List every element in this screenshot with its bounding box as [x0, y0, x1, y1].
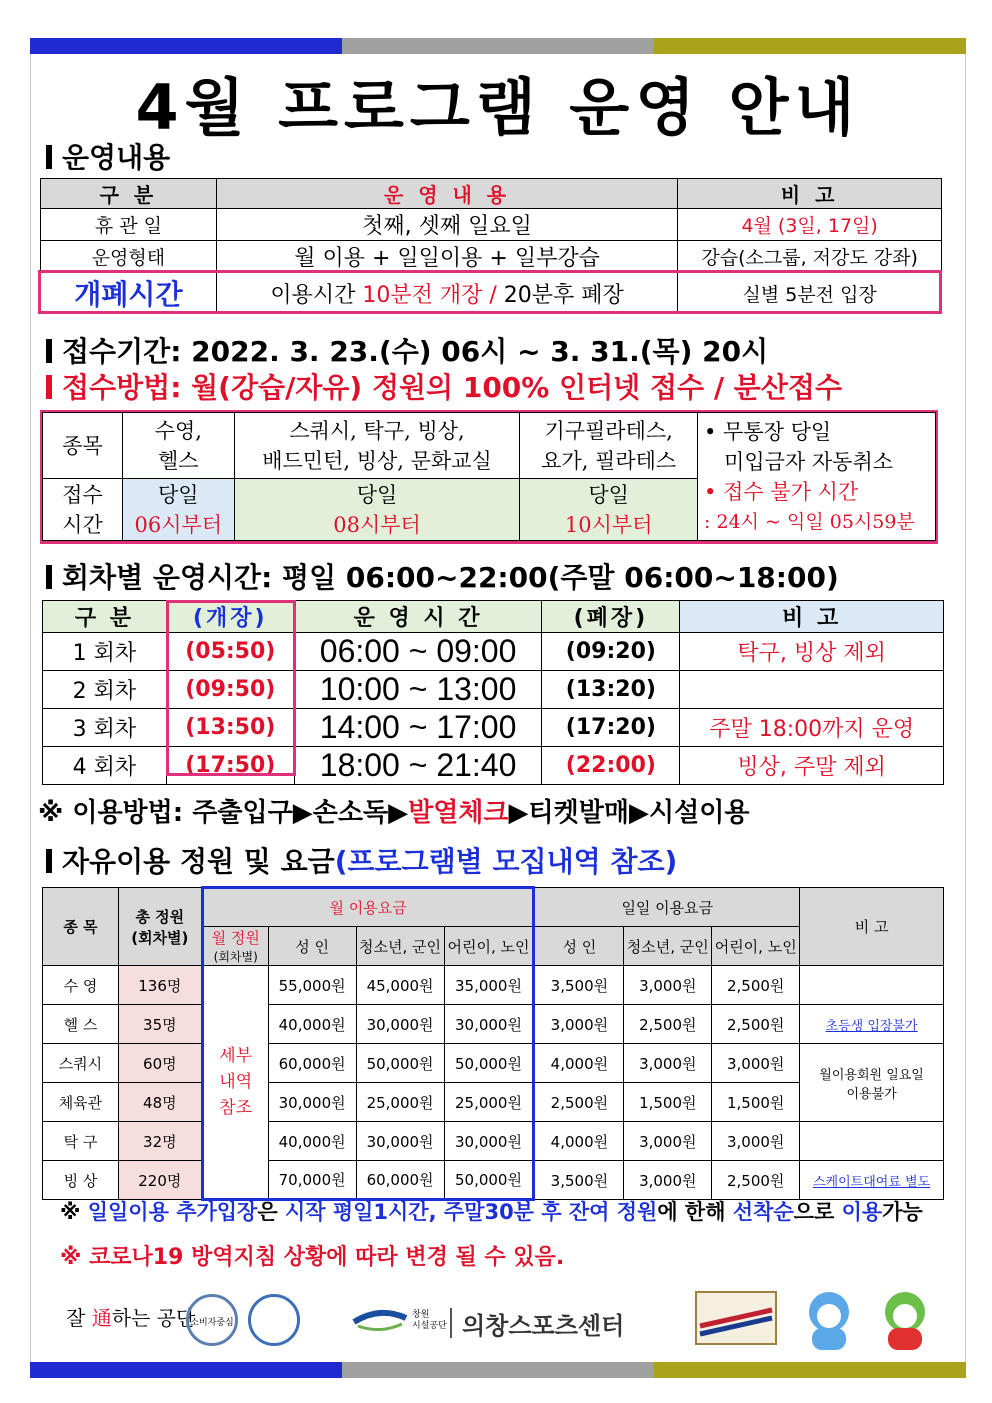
sess-close: (17:20) — [542, 709, 680, 747]
fees-table — [42, 886, 944, 1201]
fees-cell: 3,000원 — [534, 1005, 624, 1044]
reg-notes: • 무통장 당일 미입금자 자동취소 • 접수 불가 시간 : 24시 ~ 익일 05시59분 — [698, 413, 936, 541]
fees-cap: 32명 — [118, 1122, 202, 1161]
fees-note — [800, 966, 944, 1005]
reg-time-cell: 당일 06시부터 — [122, 479, 234, 541]
sess-note: 빙상, 주말 제외 — [680, 747, 944, 785]
reg-col-sport: 스쿼시, 탁구, 빙상, 배드민턴, 빙상, 문화교실 — [234, 413, 520, 479]
fees-note-health: 초등생 입장불가 — [800, 1005, 944, 1044]
fees-cell: 3,500원 — [534, 966, 624, 1005]
green-mascot-icon — [870, 1288, 940, 1354]
fees-h-mcap: 월 정원 (회차별) — [202, 927, 268, 966]
ops-row-content: 이용시간 10분전 개장 / 20분후 폐장 — [216, 273, 677, 314]
fees-cell: 3,000원 — [712, 1044, 800, 1083]
fees-h-youth: 청소년, 군인 — [624, 927, 712, 966]
fees-h-monthly: 월 이용요금 — [202, 888, 534, 927]
fees-cell: 4,000원 — [534, 1044, 624, 1083]
fees-h-adult: 성 인 — [268, 927, 356, 966]
sess-close: (22:00) — [542, 747, 680, 785]
fees-sport: 빙 상 — [43, 1161, 119, 1200]
center-name: 의창스포츠센터 — [462, 1312, 625, 1340]
sess-header: 비 고 — [680, 601, 944, 633]
ops-row-label: 운영형태 — [41, 241, 217, 273]
fees-cell: 30,000원 — [268, 1083, 356, 1122]
org-logo-text: 창원 시설공단 — [412, 1310, 447, 1331]
fees-cell: 35,000원 — [444, 966, 534, 1005]
fees-cell: 55,000원 — [268, 966, 356, 1005]
top-color-bar — [30, 38, 966, 54]
sess-name: 1 회차 — [43, 633, 167, 671]
fees-sport: 헬 스 — [43, 1005, 119, 1044]
fees-cell: 3,000원 — [624, 1044, 712, 1083]
fees-h-child: 어린이, 노인 — [712, 927, 800, 966]
fees-cell: 2,500원 — [624, 1005, 712, 1044]
fees-cap: 60명 — [118, 1044, 202, 1083]
divider — [450, 1308, 452, 1338]
fees-cell: 2,500원 — [534, 1083, 624, 1122]
reg-label-sport: 종목 — [43, 413, 123, 479]
reg-col-sport: 수영, 헬스 — [122, 413, 234, 479]
fees-cell: 50,000원 — [444, 1044, 534, 1083]
sess-time: 10:00 ~ 13:00 — [294, 671, 542, 709]
sess-open: (13:50) — [166, 709, 294, 747]
fees-h-note: 비 고 — [800, 888, 944, 966]
reg-time-cell: 당일 10시부터 — [520, 479, 698, 541]
bottom-color-bar — [30, 1362, 966, 1378]
usage-steps: ※ 이용방법: 주출입구▶손소독▶발열체크▶티켓발매▶시설이용 — [38, 798, 750, 828]
registration-method: 접수방법: 월(강습/자유) 정원의 100% 인터넷 접수 / 분산접수 — [46, 366, 842, 406]
slogan: 잘 通하는 공단 — [66, 1306, 196, 1330]
fees-sport: 수 영 — [43, 966, 119, 1005]
sess-time: 18:00 ~ 21:40 — [294, 747, 542, 785]
page-title: 4월 프로그램 운영 안내 — [135, 71, 861, 144]
registration-period: 접수기간: 2022. 3. 23.(수) 06시 ~ 3. 31.(목) 20시 — [46, 330, 768, 370]
ops-header-note: 비 고 — [678, 179, 942, 209]
ops-row-note: 4월 (3일, 17일) — [678, 209, 942, 241]
ops-row-label: 휴 관 일 — [41, 209, 217, 241]
fees-cap: 48명 — [118, 1083, 202, 1122]
fees-h-youth: 청소년, 군인 — [356, 927, 444, 966]
fees-cell: 3,000원 — [624, 966, 712, 1005]
sess-header: (폐장) — [542, 601, 680, 633]
sess-name: 2 회차 — [43, 671, 167, 709]
fees-sport: 탁 구 — [43, 1122, 119, 1161]
human-rights-logo-icon — [248, 1294, 300, 1346]
reg-label-time: 접수 시간 — [43, 479, 123, 541]
sess-note: 탁구, 빙상 제외 — [680, 633, 944, 671]
sess-close: (13:20) — [542, 671, 680, 709]
sess-header: 구 분 — [43, 601, 167, 633]
fees-cell: 2,500원 — [712, 966, 800, 1005]
ccm-logo-icon: 소비자중심 — [186, 1294, 238, 1346]
fees-note-monthly: 월이용회원 일요일 이용불가 — [800, 1044, 944, 1122]
fees-cell: 4,000원 — [534, 1122, 624, 1161]
fees-cap: 220명 — [118, 1161, 202, 1200]
fees-cell: 30,000원 — [356, 1122, 444, 1161]
fees-cap: 35명 — [118, 1005, 202, 1044]
sess-name: 3 회차 — [43, 709, 167, 747]
fees-h-cap: 총 정원 (회차별) — [118, 888, 202, 966]
open-column-highlight — [166, 600, 296, 776]
fees-cell: 45,000원 — [356, 966, 444, 1005]
fees-cell: 30,000원 — [444, 1005, 534, 1044]
registration-table — [42, 412, 936, 541]
sess-open: (09:50) — [166, 671, 294, 709]
fees-h-daily: 일일 이용요금 — [534, 888, 800, 927]
sess-note: 주말 18:00까지 운영 — [680, 709, 944, 747]
footnote-covid: ※ 코로나19 방역지침 상황에 따라 변경 될 수 있음. — [60, 1245, 565, 1270]
ops-row-label: 개폐시간 — [41, 273, 217, 314]
sess-time: 14:00 ~ 17:00 — [294, 709, 542, 747]
section-fees-heading: 자유이용 정원 및 요금(프로그램별 모집내역 참조) — [46, 840, 677, 880]
fees-cell: 2,500원 — [712, 1005, 800, 1044]
fees-cell: 40,000원 — [268, 1005, 356, 1044]
fees-cell: 60,000원 — [356, 1161, 444, 1200]
ops-row-content: 첫째, 셋째 일요일 — [216, 209, 677, 241]
section-sessions-heading: 회차별 운영시간: 평일 06:00~22:00(주말 06:00~18:00) — [46, 556, 839, 596]
sess-name: 4 회차 — [43, 747, 167, 785]
fees-cell: 3,500원 — [534, 1161, 624, 1200]
fees-note-ice: 스케이트대여료 별도 — [800, 1161, 944, 1200]
fees-cell: 50,000원 — [444, 1161, 534, 1200]
fees-cell: 3,000원 — [624, 1161, 712, 1200]
reg-col-sport: 기구필라테스, 요가, 필라테스 — [520, 413, 698, 479]
reg-time-cell: 당일 08시부터 — [234, 479, 520, 541]
fees-sport: 스쿼시 — [43, 1044, 119, 1083]
footnote-extra-entry: ※ 일일이용 추가입장은 시작 평일1시간, 주말30분 후 잔여 정원에 한해 선착순으로 이용가능 — [60, 1200, 923, 1224]
ops-row-note: 실별 5분전 입장 — [678, 273, 942, 314]
fees-cell: 25,000원 — [356, 1083, 444, 1122]
fees-h-adult: 성 인 — [534, 927, 624, 966]
facility-corp-logo-icon — [350, 1304, 410, 1334]
ops-row-content: 월 이용 + 일일이용 + 일부강습 — [216, 241, 677, 273]
sess-time: 06:00 ~ 09:00 — [294, 633, 542, 671]
fees-cell: 1,500원 — [624, 1083, 712, 1122]
fees-cell: 70,000원 — [268, 1161, 356, 1200]
sess-open: (17:50) — [166, 747, 294, 785]
blue-mascot-icon — [794, 1288, 864, 1354]
fees-note — [800, 1122, 944, 1161]
section-ops-heading: 운영내용 — [46, 136, 170, 176]
fees-cell: 3,000원 — [624, 1122, 712, 1161]
fees-merged-note: 세부 내역 참조 — [202, 966, 268, 1200]
fees-cell: 3,000원 — [712, 1122, 800, 1161]
sess-close: (09:20) — [542, 633, 680, 671]
fees-h-child: 어린이, 노인 — [444, 927, 534, 966]
fees-h-sport: 종 목 — [43, 888, 119, 966]
fees-cap: 136명 — [118, 966, 202, 1005]
fees-sport: 체육관 — [43, 1083, 119, 1122]
fees-cell: 25,000원 — [444, 1083, 534, 1122]
fees-cell: 2,500원 — [712, 1161, 800, 1200]
ops-header-category: 구 분 — [41, 179, 217, 209]
ops-header-content: 운 영 내 용 — [216, 179, 677, 209]
sess-note — [680, 671, 944, 709]
sess-open: (05:50) — [166, 633, 294, 671]
fees-cell: 60,000원 — [268, 1044, 356, 1083]
fees-cell: 1,500원 — [712, 1083, 800, 1122]
sess-header-open: (개장) — [166, 601, 294, 633]
fees-cell: 30,000원 — [444, 1122, 534, 1161]
sess-header: 운 영 시 간 — [294, 601, 542, 633]
fees-cell: 40,000원 — [268, 1122, 356, 1161]
highlight-box — [38, 270, 942, 314]
ops-row-note: 강습(소그룹, 저강도 강좌) — [678, 241, 942, 273]
certification-badge-icon — [694, 1290, 778, 1346]
fees-cell: 50,000원 — [356, 1044, 444, 1083]
fees-cell: 30,000원 — [356, 1005, 444, 1044]
